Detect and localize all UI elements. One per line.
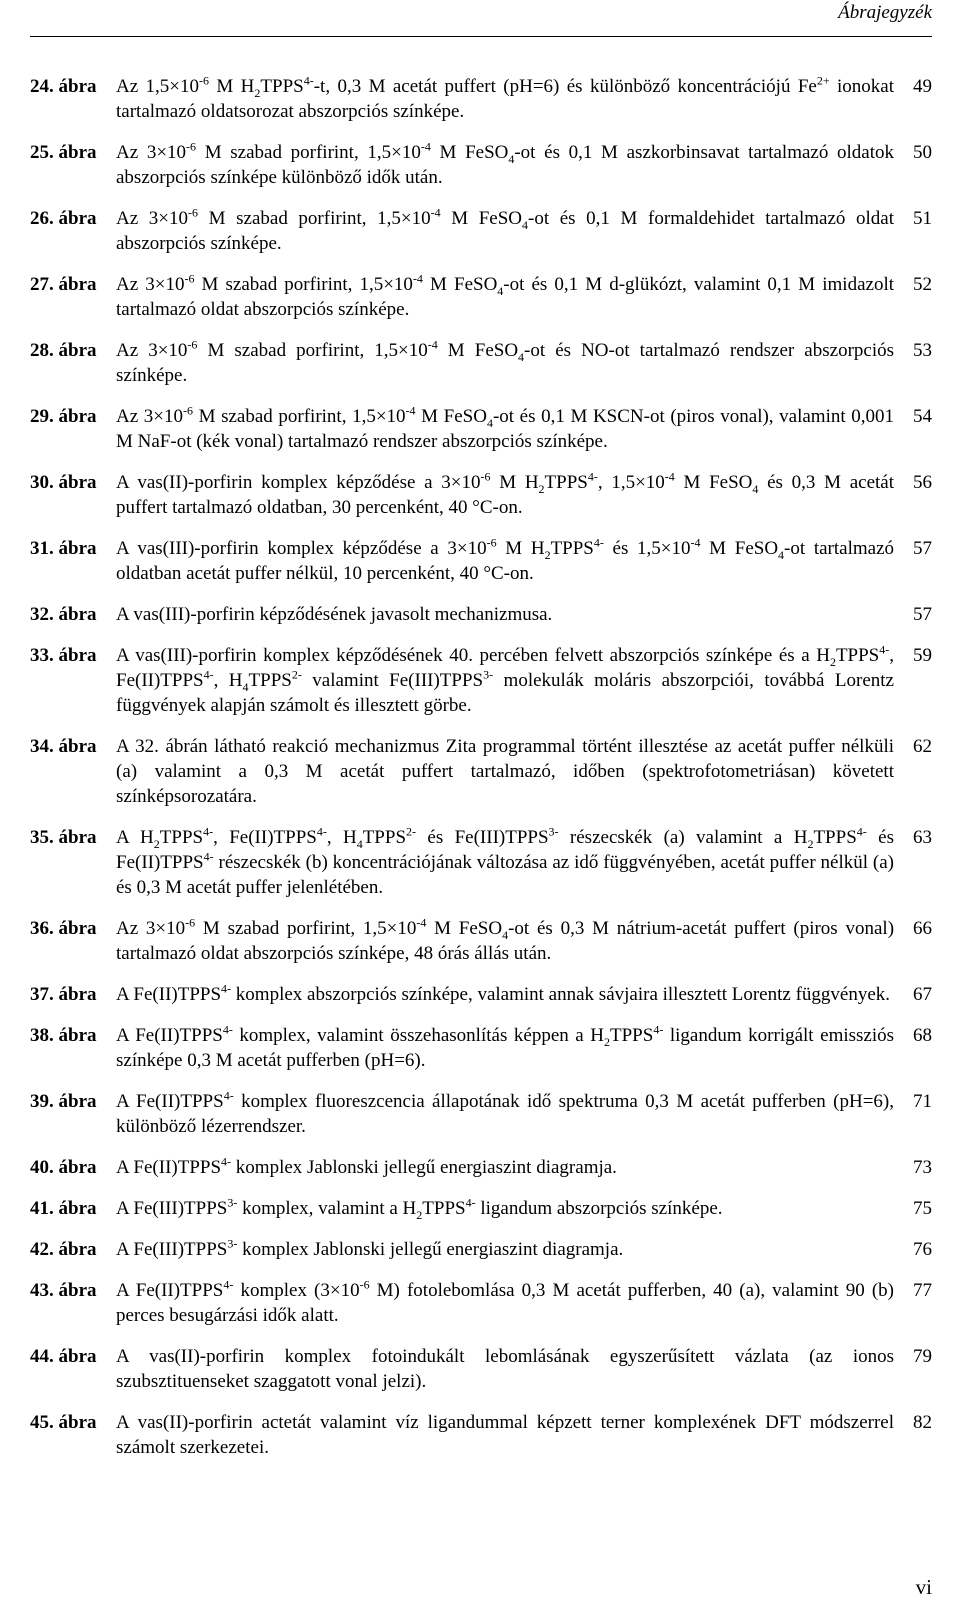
figure-caption: Az $3\times 10^{-6}$ M szabad porfirint, $1,5\times 10^{-4}$ M FeSO$_4$-ot és 0,1 M d-glükózt, valamint 0,1 M imidazolt tartalmazó oldat abszorpciós színképe. [116, 271, 895, 320]
figure-label: 26. ábra [30, 208, 97, 229]
figure-label: 41. ábra [30, 1198, 97, 1219]
figure-entry [30, 643, 932, 718]
figure-caption: A vas(III)-porfirin komplex képződésének 40. percében felvett abszorpciós színképe és a $H_2TPPS^{4-}$, $Fe(II)TPPS^{4-}$, $H_4TPPS^{2-}$ valamint $Fe(III)TPPS^{3-}$ molekulák moláris abszorpciói, továbbá Lorentz függvények alapján számolt és illesztett görbe. [116, 642, 894, 716]
figure-label: 30. ábra [30, 472, 97, 493]
figure-caption: A vas(II)-porfirin komplex fotoindukált lebomlásának egyszerűsített vázlata (az ionos szubsztituenseket szaggatott vonal jelzi). [116, 1346, 894, 1392]
figure-entry [30, 536, 932, 586]
figure-page-number: 62 [913, 736, 932, 757]
figure-entry [30, 825, 932, 900]
figure-page-number: 57 [913, 538, 932, 559]
figure-entry [30, 734, 932, 809]
figure-label: 29. ábra [30, 406, 97, 427]
figure-caption: A $Fe(III)TPPS^{3-}$ komplex, valamint a $H_2TPPS^{4-}$ ligandum abszorpciós színképe. [116, 1195, 723, 1222]
figure-label: 37. ábra [30, 984, 97, 1005]
page-number: vi [915, 1575, 932, 1599]
figure-page-number: 54 [913, 406, 932, 427]
figure-caption: A 32. ábrán látható reakció mechanizmus Zita programmal történt illesztése az acetát puffer nélküli (a) valamint a 0,3 M acetát puffert tartalmazó, időben (spektrofotometriásan) követett színképsorozatára. [116, 736, 894, 807]
figure-page-number: 63 [913, 827, 932, 848]
figure-page-number: 75 [913, 1198, 932, 1219]
figure-page-number: 71 [913, 1091, 932, 1112]
figure-caption: Az $3\times 10^{-6}$ M szabad porfirint, $1,5\times 10^{-4}$ M FeSO$_4$-ot és 0,3 M nátrium-acetát puffert (piros vonal) tartalmazó oldat abszorpciós színképe, 48 órás állás után. [116, 915, 895, 964]
figure-caption: A $Fe(II)TPPS^{4-}$ komplex ($3\times 10^{-6}$ M) fotolebomlása 0,3 M acetát pufferben, 40 (a), valamint 90 (b) perces besugárzási idők alatt. [116, 1277, 894, 1326]
figure-label: 38. ábra [30, 1025, 97, 1046]
figure-page-number: 79 [913, 1346, 932, 1367]
figure-entry [30, 272, 932, 322]
figure-caption: A vas(III)-porfirin képződésének javasolt mechanizmusa. [116, 604, 553, 625]
figure-entry [30, 1023, 932, 1073]
figure-entry [30, 602, 932, 627]
figure-entry [30, 206, 932, 256]
figure-entry [30, 1278, 932, 1328]
header-divider [30, 36, 932, 37]
figure-page-number: 76 [913, 1239, 932, 1260]
figure-page-number: 77 [913, 1280, 932, 1301]
figure-caption: Az $3\times 10^{-6}$ M szabad porfirint, $1,5\times 10^{-4}$ M FeSO$_4$-ot és 0,1 M KSCN-ot (piros vonal), valamint 0,001 M NaF-ot (kék vonal) tartalmazó rendszer abszorpciós színképe. [116, 403, 895, 452]
figure-label: 33. ábra [30, 645, 97, 666]
figure-label: 43. ábra [30, 1280, 97, 1301]
figure-label: 34. ábra [30, 736, 97, 757]
figure-page-number: 67 [913, 984, 932, 1005]
figure-entry [30, 1089, 932, 1139]
figure-entry [30, 1196, 932, 1221]
figure-page-number: 59 [913, 645, 932, 666]
figure-label: 28. ábra [30, 340, 97, 361]
figure-caption: A $Fe(III)TPPS^{3-}$ komplex Jablonski jellegű energiaszint diagramja. [116, 1236, 624, 1260]
figure-page-number: 56 [913, 472, 932, 493]
figure-label: 27. ábra [30, 274, 97, 295]
figure-entry [30, 140, 932, 190]
figure-caption: A vas(III)-porfirin komplex képződése a $3\times 10^{-6}$ M $H_2TPPS^{4-}$ és $1,5\times 10^{-4}$ M FeSO$_4$-ot tartalmazó oldatban acetát puffer nélkül, 10 percenként, 40 °C-on. [116, 535, 894, 584]
figure-page-number: 73 [913, 1157, 932, 1178]
figure-caption: Az $3\times 10^{-6}$ M szabad porfirint, $1,5\times 10^{-4}$ M FeSO$_4$-ot és NO-ot tartalmazó rendszer abszorpciós színképe. [116, 337, 894, 386]
figure-page-number: 66 [913, 918, 932, 939]
figure-caption: A vas(II)-porfirin actetát valamint víz ligandummal képzett terner komplexének DFT módszerrel számolt szerkezetei. [116, 1412, 894, 1458]
figure-label: 39. ábra [30, 1091, 97, 1112]
figure-entry [30, 916, 932, 966]
figure-entry [30, 338, 932, 388]
figure-page-number: 53 [913, 340, 932, 361]
figure-label: 35. ábra [30, 827, 97, 848]
figure-caption: A $H_2TPPS^{4-}$, $Fe(II)TPPS^{4-}$, $H_4TPPS^{2-}$ és $Fe(III)TPPS^{3-}$ részecskék (a) valamint a $H_2TPPS^{4-}$ és $Fe(II)TPPS^{4-}$ részecskék (b) koncentrációjának változása az idő függvényében, acetát puffer nélkül (a) és 0,3 M acetát puffer jelenlétében. [116, 824, 894, 898]
figure-caption: A $Fe(II)TPPS^{4-}$ komplex, valamint összehasonlítás képpen a $H_2TPPS^{4-}$ ligandum korrigált emissziós színképe 0,3 M acetát pufferben (pH=6). [116, 1022, 895, 1071]
figure-label: 24. ábra [30, 76, 97, 97]
page-header: Ábrajegyzék [838, 2, 932, 23]
figure-entry [30, 1410, 932, 1460]
figure-label: 32. ábra [30, 604, 97, 625]
figure-entry [30, 1155, 932, 1180]
figure-caption: Az $1,5\times 10^{-6}$ M $H_2TPPS^{4-}-t$, 0,3 M acetát puffert (pH=6) és különböző koncentrációjú $Fe^{2+}$ ionokat tartalmazó oldatsorozat abszorpciós színképe. [116, 73, 894, 122]
figure-label: 45. ábra [30, 1412, 97, 1433]
figure-list [30, 74, 932, 1476]
figure-page-number: 68 [913, 1025, 932, 1046]
figure-page-number: 51 [913, 208, 932, 229]
figure-page-number: 49 [913, 76, 932, 97]
figure-caption: A $Fe(II)TPPS^{4-}$ komplex abszorpciós színképe, valamint annak sávjaira illesztett Lorentz függvények. [116, 981, 891, 1005]
figure-entry [30, 1237, 932, 1262]
figure-caption: Az $3\times 10^{-6}$ M szabad porfirint, $1,5\times 10^{-4}$ M FeSO$_4$-ot és 0,1 M formaldehidet tartalmazó oldat abszorpciós színképe. [116, 205, 895, 254]
figure-entry [30, 982, 932, 1007]
figure-caption: A vas(II)-porfirin komplex képződése a $3\times 10^{-6}$ M $H_2TPPS^{4-}$, $1,5\times 10^{-4}$ M FeSO$_4$ és 0,3 M acetát puffert tartalmazó oldatban, 30 percenként, 40 °C-on. [116, 469, 895, 518]
figure-label: 42. ábra [30, 1239, 97, 1260]
figure-entry [30, 74, 932, 124]
figure-label: 31. ábra [30, 538, 97, 559]
figure-entry [30, 1344, 932, 1394]
figure-label: 36. ábra [30, 918, 97, 939]
figure-label: 44. ábra [30, 1346, 97, 1367]
figure-entry [30, 404, 932, 454]
figure-page-number: 57 [913, 604, 932, 625]
figure-caption: A $Fe(II)TPPS^{4-}$ komplex fluoreszcencia állapotának idő spektruma 0,3 M acetát pufferben (pH=6), különböző lézerrendszer. [116, 1088, 895, 1137]
figure-entry [30, 470, 932, 520]
figure-caption: A $Fe(II)TPPS^{4-}$ komplex Jablonski jellegű energiaszint diagramja. [116, 1154, 617, 1178]
figure-page-number: 52 [913, 274, 932, 295]
figure-page-number: 82 [913, 1412, 932, 1433]
figure-page-number: 50 [913, 142, 932, 163]
figure-caption: Az $3\times 10^{-6}$ M szabad porfirint, $1,5\times 10^{-4}$ M FeSO$_4$-ot és 0,1 M aszkorbinsavat tartalmazó oldatok abszorpciós színképe különböző idők után. [116, 139, 895, 188]
figure-label: 40. ábra [30, 1157, 97, 1178]
figure-label: 25. ábra [30, 142, 97, 163]
